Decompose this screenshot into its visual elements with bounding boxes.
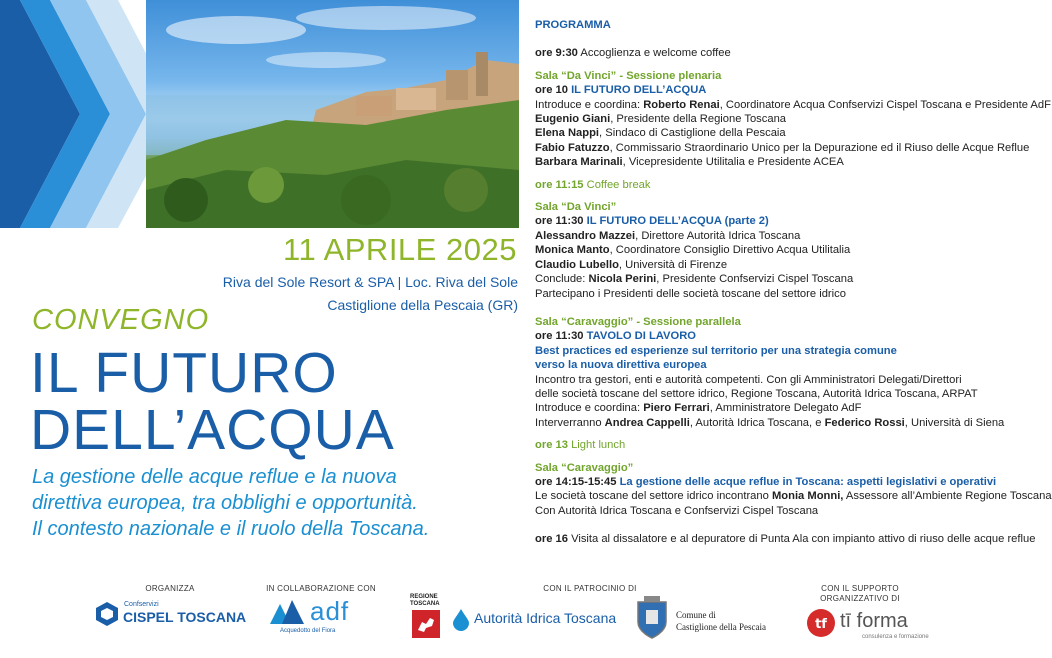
room-label: Sala “Da Vinci” - Sessione plenaria — [535, 69, 722, 82]
tiforma-mark-icon — [806, 608, 836, 638]
ait-name: Autorità Idrica Toscana — [474, 610, 617, 626]
cispel-logo — [96, 600, 246, 630]
program-heading: PROGRAMMA — [535, 19, 611, 31]
pegasus-icon — [412, 610, 440, 638]
subtitle-line: direttiva europea, tra obblighi e opportunità. — [32, 492, 418, 514]
speaker-line — [535, 243, 1020, 257]
time: ore 11:15 — [535, 178, 584, 191]
time: ore 11:30 — [535, 330, 584, 343]
program-item — [535, 214, 1020, 228]
adf-mark-icon — [270, 600, 310, 624]
speaker-role: , Autorità Idrica Toscana, e — [689, 416, 825, 429]
session-title: TAVOLO DI LAVORO — [583, 330, 697, 343]
speaker-line — [535, 98, 1051, 112]
time: ore 14:15-15:45 — [535, 475, 617, 488]
speaker-name: Nicola Perini — [588, 273, 657, 286]
adf-name: adf — [310, 596, 350, 626]
supporto-caption: CON IL SUPPORTO — [821, 584, 899, 593]
session-title: La gestione delle acque reflue in Toscana: aspetti legislativi e operativi — [616, 475, 997, 488]
speaker-line — [535, 112, 1020, 126]
venue-city: Castiglione della Pescaia (GR) — [327, 297, 518, 313]
speaker-line — [535, 229, 1020, 243]
room-label: Sala “Da Vinci” — [535, 201, 617, 214]
speaker-name: Elena Nappi — [535, 127, 600, 140]
speaker-name: Eugenio Giani — [535, 113, 611, 126]
tiforma-tag: consulenza e formazione — [862, 634, 929, 640]
page-title-line1: IL FUTURO — [30, 341, 338, 405]
speaker-name: Andrea Cappelli — [604, 416, 690, 429]
collab-caption: IN COLLABORAZIONE CON — [266, 584, 376, 593]
drop-icon — [450, 608, 472, 630]
speaker-pre: Conclude: — [535, 273, 589, 286]
speaker-role: , Amministratore Delegato AdF — [709, 402, 862, 415]
organizza-caption: ORGANIZZA — [145, 584, 195, 593]
event-date: 11 APRILE 2025 — [283, 232, 517, 267]
speaker-role: , Presidente della Regione Toscana — [610, 113, 787, 126]
program — [535, 18, 1052, 547]
speaker-name: Roberto Renai — [643, 98, 720, 111]
topic-line: verso la nuova direttiva europea — [535, 359, 707, 372]
speaker-name: Federico Rossi — [824, 416, 905, 429]
speaker-name: Piero Ferrari — [643, 402, 710, 415]
speaker-role: , Commissario Straordinario Unico per la Depurazione ed il Riuso delle Acque Reflue — [609, 141, 1030, 154]
note-line: Con Autorità Idrica Toscana e Confservizi Cispel Toscana — [535, 504, 819, 517]
comune-name: Castiglione della Pescaia — [676, 622, 766, 632]
speaker-name: Monia Monni, — [771, 490, 844, 503]
speaker-role: , Direttore Autorità Idrica Toscana — [635, 229, 801, 242]
speaker-pre: Le società toscane del settore idrico incontrano — [535, 490, 772, 503]
cispel-mark-icon — [96, 602, 118, 626]
patrocinio-caption: CON IL PATROCINIO DI — [543, 584, 637, 593]
item-text: Coffee break — [583, 178, 651, 191]
time: ore 11:30 — [535, 215, 584, 228]
speaker-line — [535, 258, 1020, 272]
subtitle-line: Il contesto nazionale e il ruolo della Toscana. — [32, 518, 430, 540]
time: ore 9:30 — [535, 47, 578, 60]
speaker-role: Assessore all’Ambiente Regione Toscana — [843, 490, 1052, 503]
speaker-line — [535, 401, 1020, 415]
hero-photo — [146, 0, 519, 228]
description-line: Incontro tra gestori, enti e autorità competenti. Con gli Amministratori Delegati/Direttori — [535, 373, 962, 386]
regione-label: TOSCANA — [410, 601, 440, 607]
page-title-line2: DELL’ACQUA — [30, 398, 395, 462]
cispel-name: CISPEL TOSCANA — [123, 609, 247, 625]
speaker-role: , Vicepresidente Utilitalia e Presidente ACEA — [622, 156, 844, 169]
speaker-pre: Introduce e coordina: — [535, 98, 644, 111]
tiforma-logo — [806, 608, 936, 644]
program-item — [535, 83, 1020, 97]
item-text: Light lunch — [567, 439, 626, 452]
program-item — [535, 329, 1020, 343]
item-text: Visita al dissalatore e al depuratore di Punta Ala con impianto attivo di riuso delle acque reflue — [567, 533, 1036, 546]
speaker-name: Claudio Lubello — [535, 258, 619, 271]
speaker-name: Fabio Fatuzzo — [535, 141, 610, 154]
room-label: Sala “Caravaggio” - Sessione parallela — [535, 315, 741, 328]
speaker-name: Monica Manto — [535, 244, 610, 257]
speaker-line — [535, 416, 1020, 430]
cispel-small: Confservizi — [124, 601, 159, 608]
program-item — [535, 438, 1020, 452]
speaker-role: , Sindaco di Castiglione della Pescaia — [599, 127, 786, 140]
item-text: Accoglienza e welcome coffee — [577, 47, 731, 60]
kicker: CONVEGNO — [32, 304, 210, 336]
chevron-graphic — [0, 0, 160, 228]
comune-logo — [634, 596, 784, 642]
program-item — [535, 475, 1020, 489]
tiforma-name: tī forma — [840, 610, 908, 632]
room-label: Sala “Caravaggio” — [535, 461, 634, 474]
note-line: Partecipano i Presidenti delle società toscane del settore idrico — [535, 287, 846, 300]
time: ore 10 — [535, 84, 568, 97]
regione-label: REGIONE — [410, 594, 438, 600]
time: ore 16 — [535, 533, 568, 546]
session-title: IL FUTURO DELL’ACQUA — [567, 84, 707, 97]
supporto-caption: ORGANIZZATIVO DI — [820, 594, 900, 603]
speaker-pre: Interverranno — [535, 416, 605, 429]
session-title: IL FUTURO DELL’ACQUA (parte 2) — [583, 215, 769, 228]
speaker-line — [535, 155, 1020, 169]
speaker-role: , Università di Siena — [904, 416, 1005, 429]
topic-line: Best practices ed esperienze sul territorio per una strategia comune — [535, 344, 897, 357]
speaker-name: Alessandro Mazzei — [535, 229, 636, 242]
adf-tag: Acquedotto del Fiora — [280, 628, 336, 634]
speaker-role: , Presidente Confservizi Cispel Toscana — [656, 273, 854, 286]
coat-of-arms-icon — [634, 596, 670, 640]
time: ore 13 — [535, 439, 568, 452]
regione-logo — [410, 594, 444, 644]
speaker-role: , Coordinatore Acqua Confservizi Cispel Toscana e Presidente AdF — [719, 98, 1051, 111]
speaker-line — [535, 272, 1020, 286]
subtitle-line: La gestione delle acque reflue e la nuova — [32, 466, 397, 488]
speaker-role: , Coordinatore Consiglio Direttivo Acqua Utilitalia — [609, 244, 851, 257]
ait-logo — [450, 604, 620, 634]
venue-line: Riva del Sole Resort & SPA | Loc. Riva del Sole — [222, 274, 518, 290]
program-item — [535, 46, 1020, 60]
svg-text:tf: tf — [815, 617, 827, 632]
speaker-line — [535, 141, 1030, 155]
speaker-pre: Introduce e coordina: — [535, 402, 644, 415]
description-line: delle società toscane del settore idrico, Regione Toscana, Autorità Idrica Toscana, ARPAT — [535, 387, 978, 400]
speaker-line — [535, 126, 1020, 140]
program-item — [535, 532, 1036, 546]
speaker-name: Barbara Marinali — [535, 156, 623, 169]
speaker-line — [535, 489, 1052, 503]
speaker-role: , Università di Firenze — [618, 258, 728, 271]
program-item — [535, 178, 1020, 192]
comune-label: Comune di — [676, 610, 716, 620]
adf-logo — [270, 598, 380, 638]
